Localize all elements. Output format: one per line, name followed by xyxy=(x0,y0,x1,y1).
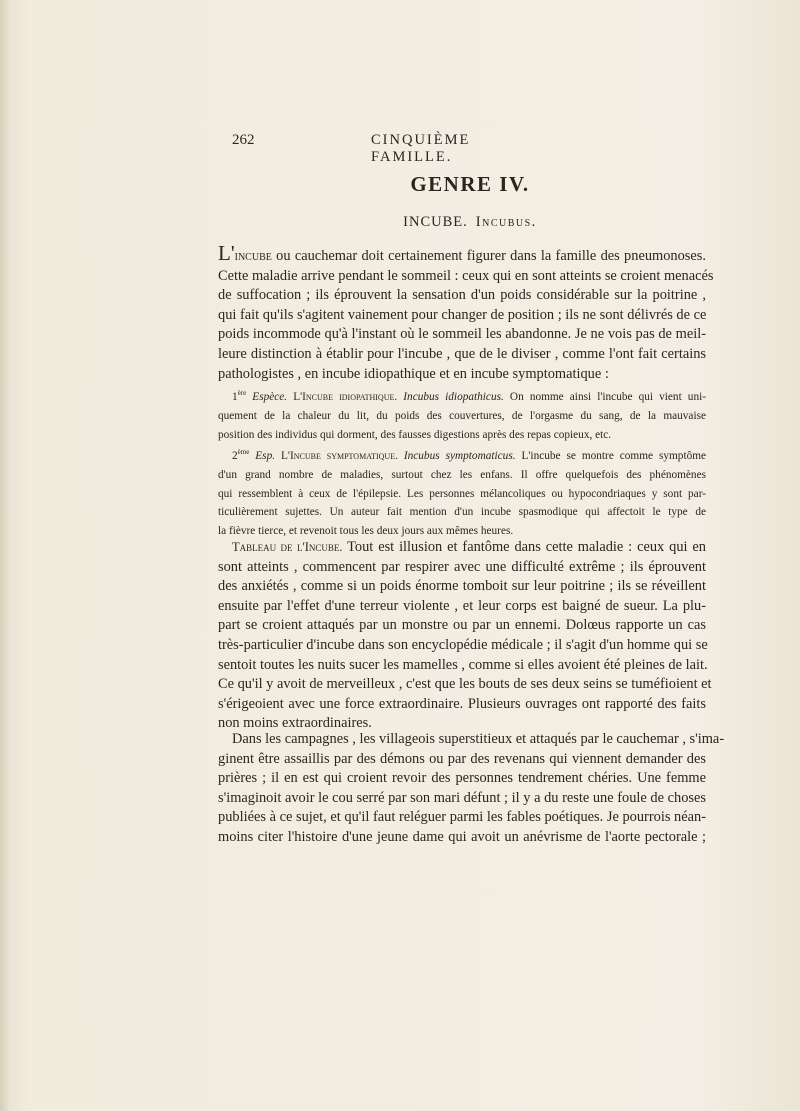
species-2-latin: Incubus symptomaticus. xyxy=(403,450,516,462)
species-1-line: position des individus qui dorment, des fausses digestions après des repas copieux, etc. xyxy=(218,428,612,441)
species-2-line: d'un grand nombre de maladies, surtout chez les enfans. Il offre quelquefois des phénomènes xyxy=(218,468,706,481)
intro-line: de suffocation ; ils éprouvent la sensation d'un poids considérable sur la poitrine , xyxy=(218,287,706,304)
species-1-number: 1 xyxy=(232,391,238,403)
intro-line: poids incommode qu'à l'instant où le sommeil les abandonne. Je ne vois pas de meil- xyxy=(218,326,706,343)
running-head xyxy=(232,132,554,165)
species-1-name: L'Incube idiopathique. xyxy=(293,391,398,403)
campagnes-line: prières ; il en est qui croient revoir des personnes tendrement chéries. Une femme xyxy=(218,770,706,787)
species-2-number: 2 xyxy=(232,450,238,462)
species-2-name: L'Incube symptomatique. xyxy=(281,450,398,462)
intro-line xyxy=(218,241,706,267)
campagnes-line: s'imaginoit avoir le cou serré par son mari défunt ; il y a du reste une foule de choses xyxy=(218,789,706,806)
tableau-line: des anxiétés , comme si un poids énorme tomboit sur leur poitrine ; ils se réveillent xyxy=(218,578,706,595)
species-1-line-text: On nomme ainsi l'incube qui vient uni- xyxy=(503,391,706,403)
campagnes-line: publiées à ce sujet, et qu'il faut reléguer parmi les fables poétiques. Je pourrois néan- xyxy=(218,809,706,826)
intro-lead-word: incube xyxy=(234,248,272,264)
running-title: CINQUIÈME FAMILLE. xyxy=(371,132,471,165)
tableau-line: sentoit toutes les nuits sucer les mamelles , comme si elles avoient été pleines de lait. xyxy=(218,656,708,673)
drop-initial: L' xyxy=(218,241,235,265)
tableau-line: ensuite par l'effet d'une terreur violente , et leur corps est baigné de sueur. La plu- xyxy=(218,597,706,614)
intro-line-text: ou cauchemar doit certainement figurer dans la famille des pneumonoses. xyxy=(271,248,706,264)
tableau-line: s'érigeoient avec une force extraordinaire. Plusieurs ouvrages ont rapporté des faits xyxy=(218,695,706,712)
tableau-line: non moins extraordinaires. xyxy=(218,715,372,732)
campagnes-line: moins citer l'histoire d'une jeune dame qui avoit un anévrisme de l'aorte pectorale ; xyxy=(218,828,706,845)
campagnes-paragraph xyxy=(218,730,725,848)
disease-title xyxy=(232,214,708,231)
species-2-line-text: L'incube se montre comme symptôme xyxy=(515,450,707,462)
intro-line: qui fait qu'ils s'agitent vainement pour changer de position ; ils ne sont délivrés de ce xyxy=(218,306,707,323)
campagnes-line: Dans les campagnes , les villageois superstitieux et attaqués par le cauchemar , s'ima- xyxy=(232,731,725,747)
tableau-line: très-particulier d'incube dans son encyclopédie médicale ; il s'agit d'un homme qui se xyxy=(218,636,708,653)
tableau-line: sont atteints , commencent par respirer avec une difficulté extrême ; ils éprouvent xyxy=(218,558,706,575)
page-number: 262 xyxy=(232,132,255,148)
disease-latin-name: Incubus. xyxy=(475,214,537,230)
tableau-line: Ce qu'il y avoit de merveilleux , c'est que les bouts de ses deux seins se tuméfioient et xyxy=(218,676,712,693)
intro-line: pathologistes , en incube idiopathique et en incube symptomatique : xyxy=(218,365,609,382)
species-2-line: la fièvre tierce, et revenoit tous les deux jours aux mêmes heures. xyxy=(218,525,514,538)
intro-paragraph xyxy=(218,241,714,384)
tableau-heading: Tableau de l'Incube. xyxy=(232,540,343,554)
species-2-paragraph xyxy=(218,443,706,541)
genre-title: GENRE IV. xyxy=(410,172,530,196)
intro-line: Cette maladie arrive pendant le sommeil : ceux qui en sont atteints se croient menacés xyxy=(218,267,714,284)
species-2-sup: ème xyxy=(237,448,250,456)
campagnes-line: ginent être assaillis par des démons ou par des revenans qui viennent demander des xyxy=(218,750,706,767)
species-2-label: Esp. xyxy=(255,450,276,462)
tableau-line xyxy=(218,538,706,558)
species-2-line: qui ressemblent à ceux de l'épilepsie. Les personnes mélancoliques ou hypocondriaques y sont par- xyxy=(218,487,706,500)
species-1-line: quement de la chaleur du lit, du poids des couvertures, de l'orgasme du sang, de la mauvaise xyxy=(218,409,706,422)
species-1-line xyxy=(218,384,706,407)
species-2-line xyxy=(218,443,706,466)
tableau-line-text: Tout est illusion et fantôme dans cette maladie : ceux qui en xyxy=(342,539,706,555)
species-1-latin: Incubus idiopathicus. xyxy=(403,391,504,403)
tableau-line: part se croient attaqués par un monstre ou par un ennemi. Dolœus rapporte un cas xyxy=(218,617,706,634)
species-1-paragraph xyxy=(218,384,706,444)
disease-name: INCUBE. xyxy=(403,214,468,230)
tableau-paragraph xyxy=(218,538,712,734)
page-edge-shadow xyxy=(0,0,10,1111)
species-1-label: Espèce. xyxy=(252,391,288,403)
intro-line: leure distinction à établir pour l'incube , que de le diviser , comme l'ont fait certains xyxy=(218,345,706,362)
species-1-sup: ère xyxy=(237,389,247,397)
species-2-line: ticulièrement sujettes. Un auteur fait mention d'un incube spasmodique qui affectoit le type de xyxy=(218,506,706,519)
